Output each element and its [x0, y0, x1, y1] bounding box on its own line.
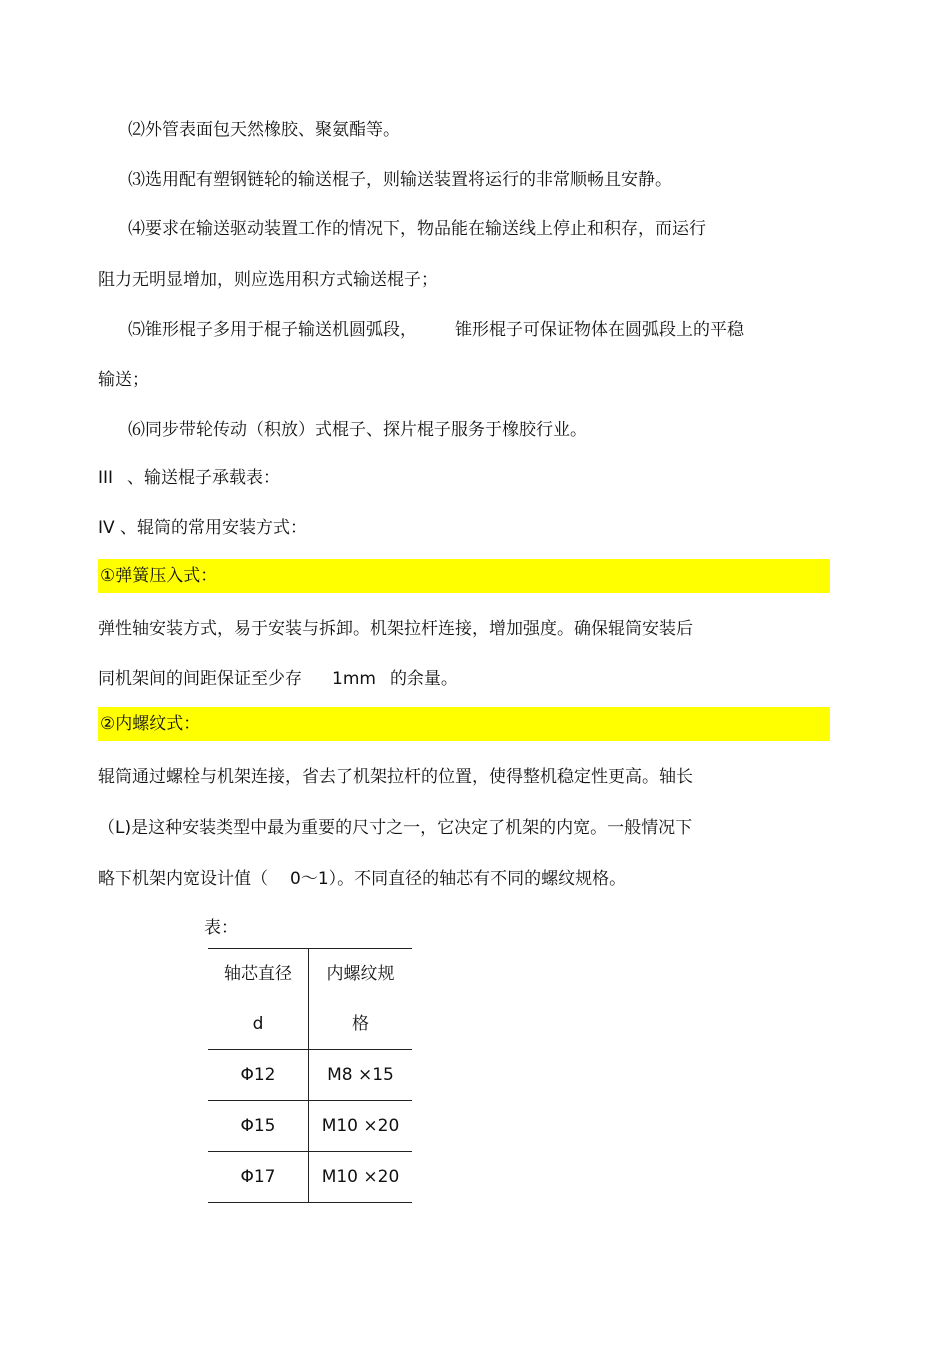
method-1-line-2-c: 的余量。: [389, 669, 458, 689]
paragraph-2: ⑵外管表面包天然橡胶、聚氨酯等。: [128, 120, 400, 140]
method-2-line-3-b: 0～1）。不同直径的轴芯有不同的螺纹规格。: [290, 869, 627, 889]
table-caption: 表：: [204, 918, 238, 938]
paragraph-5-line-2: 输送；: [98, 370, 149, 390]
paragraph-6: ⑹同步带轮传动（积放）式棍子、探片棍子服务于橡胶行业。: [128, 420, 587, 440]
cell-diameter: Φ17: [208, 1152, 309, 1203]
paragraph-5-line-1: [128, 318, 744, 342]
cell-diameter: Φ12: [208, 1050, 309, 1101]
header-shaft-diameter: 轴芯直径 d: [208, 949, 309, 1050]
paragraph-5-part-b: 锥形棍子可保证物体在圆弧段上的平稳: [455, 320, 744, 340]
header-thread-spec: 内螺纹规 格: [309, 949, 413, 1050]
method-1-highlight: [98, 559, 830, 593]
paragraph-4-line-1: ⑷要求在输送驱动装置工作的情况下，物品能在输送线上停止和积存，而运行: [128, 219, 706, 239]
method-1-line-2-b: 1mm: [332, 669, 376, 689]
method-1-line-2-a: 同机架间的间距保证至少存: [98, 669, 302, 689]
thread-spec-table: [208, 948, 412, 1203]
paragraph-3: ⑶选用配有塑钢链轮的输送棍子，则输送装置将运行的非常顺畅且安静。: [128, 170, 672, 190]
cell-thread: M10 ×20: [309, 1101, 413, 1152]
cell-thread: M8 ×15: [309, 1050, 413, 1101]
table-row: [208, 1152, 412, 1203]
section-3-title: 、输送棍子承载表：: [127, 468, 281, 488]
method-2-line-2: （L)是这种安装类型中最为重要的尺寸之一，它决定了机架的内宽。一般情况下: [98, 818, 693, 838]
method-2-line-3: [98, 867, 626, 891]
method-1-line-2: [98, 667, 458, 691]
method-1-line-1: 弹性轴安装方式，易于安装与拆卸。机架拉杆连接，增加强度。确保辊筒安装后: [98, 619, 693, 639]
method-2-line-1: 辊筒通过螺栓与机架连接，省去了机架拉杆的位置，使得整机稳定性更高。轴长: [98, 767, 693, 787]
section-3-heading: [98, 466, 280, 490]
table-header-row: [208, 949, 412, 1050]
table-row: [208, 1101, 412, 1152]
section-4-heading: IV 、辊筒的常用安装方式：: [98, 518, 308, 538]
cell-diameter: Φ15: [208, 1101, 309, 1152]
cell-thread: M10 ×20: [309, 1152, 413, 1203]
paragraph-4-line-2: 阻力无明显增加，则应选用积方式输送棍子；: [98, 270, 438, 290]
method-1-heading: ①弹簧压入式：: [100, 566, 218, 586]
paragraph-5-part-a: ⑸锥形棍子多用于棍子输送机圆弧段，: [128, 320, 417, 340]
method-2-line-3-a: 略下机架内宽设计值（: [98, 869, 268, 889]
section-3-number: III: [98, 468, 114, 488]
table-row: [208, 1050, 412, 1101]
method-2-heading: ②内螺纹式：: [100, 714, 201, 734]
method-2-highlight: [98, 707, 830, 741]
